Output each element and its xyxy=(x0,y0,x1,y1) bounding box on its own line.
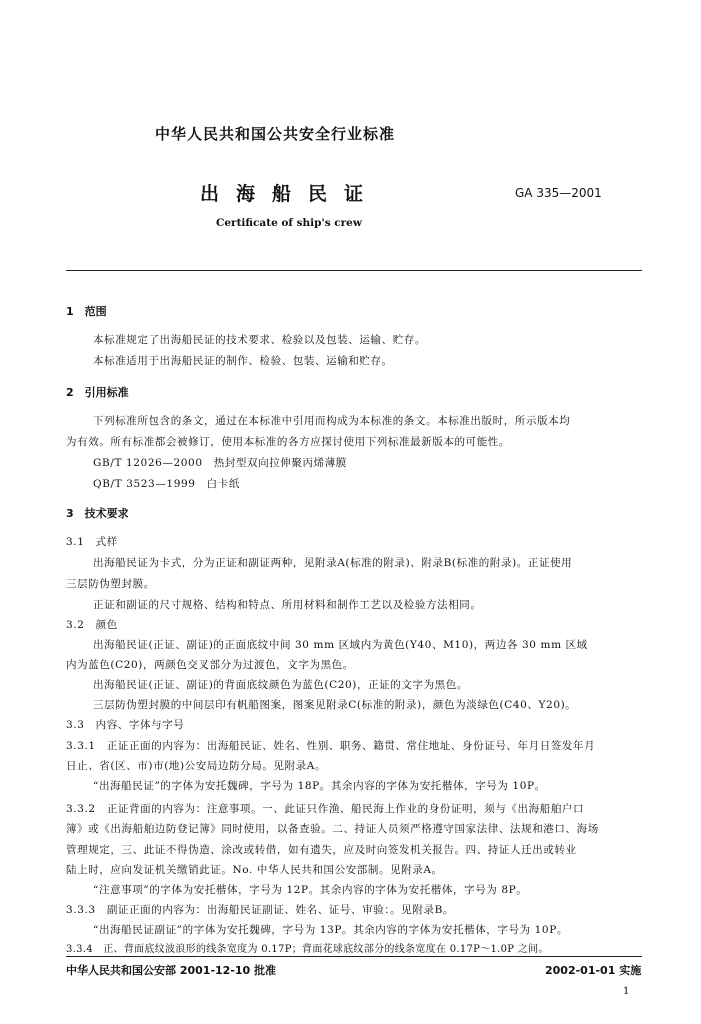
clause-3-3-1-line-1: 3.3.1 正证正面的内容为：出海船民证、姓名、性别、职务、籍贯、常住地址、身份证号、年月日签发年月 xyxy=(66,740,596,752)
section-2-paragraph-line-2: 为有效。所有标准都会被修订，使用本标准的各方应探讨使用下列标准最新版本的可能性。 xyxy=(66,436,510,448)
clause-3-3-1-font-note: “出海船民证”的字体为安托魏碑，字号为 18P。其余内容的字体为安托楷体，字号为 10P。 xyxy=(93,780,546,792)
clause-3-3-3-font-note: “出海船民证副证”的字体为安托魏碑，字号为 13P。其余内容的字体为安托楷体，字号为 10P。 xyxy=(93,924,568,936)
clause-3-3-3-line-1: 3.3.3 副证正面的内容为：出海船民证副证、姓名、证号、审验：。见附录B。 xyxy=(66,904,454,916)
section-3-heading: 3 技术要求 xyxy=(66,507,129,520)
section-3-1-paragraph-line-1: 出海船民证为卡式，分为正证和副证两种，见附录A(标准的附录)、附录B(标准的附录)。正证使用 xyxy=(93,557,573,569)
section-1-paragraph-2: 本标准适用于出海船民证的制作、检验、包装、运输和贮存。 xyxy=(93,355,393,367)
section-2-heading: 2 引用标准 xyxy=(66,386,129,399)
section-3-2-paragraph-line-2: 内为蓝色(C20)，两颜色交叉部分为过渡色，文字为黑色。 xyxy=(66,659,354,671)
page-number: 1 xyxy=(623,986,630,997)
section-1-heading: 1 范围 xyxy=(66,305,107,318)
section-3-2-paragraph-2: 出海船民证(正证、副证)的背面底纹颜色为蓝色(C20)，正证的文字为黑色。 xyxy=(93,679,468,691)
clause-3-3-2-font-note: “注意事项”的字体为安托楷体，字号为 12P。其余内容的字体为安托楷体，字号为 8P。 xyxy=(93,884,528,896)
clause-3-3-2-line-4: 陆上时，应向发证机关缴销此证。No. 中华人民共和国公安部制。见附录A。 xyxy=(66,864,443,876)
section-2-paragraph-line-1: 下列标准所包含的条文，通过在本标准中引用而构成为本标准的条文。本标准出版时，所示版本均 xyxy=(93,415,571,427)
section-3-2-paragraph-line-1: 出海船民证(正证、副证)的正面底纹中间 30 mm 区域内为黄色(Y40、M10)，两边各 30 mm 区域 xyxy=(93,639,588,651)
clause-3-3-4-line-1: 3.3.4 正、背面底纹波浪形的线条宽度为 0.17P；背面花球底纹部分的线条宽度在 0.17P～1.0P 之间。 xyxy=(66,944,549,955)
header-divider xyxy=(66,270,642,271)
issuing-organization: 中华人民共和国公共安全行业标准 xyxy=(155,125,396,143)
reference-standard-2: QB/T 3523—1999 白卡纸 xyxy=(93,478,240,490)
section-1-paragraph-1: 本标准规定了出海船民证的技术要求、检验以及包装、运输、贮存。 xyxy=(93,334,426,346)
english-subtitle: Certificate of ship's crew xyxy=(216,217,362,229)
implementation-date: 2002-01-01 实施 xyxy=(545,964,642,977)
clause-3-3-2-line-2: 簿》或《出海船舶边防登记簿》同时使用，以备查验。二、持证人员须严格遵守国家法律、法规和港口、海场 xyxy=(66,823,599,835)
clause-3-3-1-line-2: 日止、省(区、市)市(地)公安局边防分局。见附录A。 xyxy=(66,760,327,772)
reference-standard-1: GB/T 12026—2000 热封型双向拉伸聚丙烯薄膜 xyxy=(93,457,347,469)
clause-3-3-2-line-3: 管理规定，三、此证不得伪造、涂改或转借，如有遗失，应及时向签发机关报告。四、持证人迁出或转业 xyxy=(66,844,577,856)
clause-3-3-2-line-1: 3.3.2 正证背面的内容为：注意事项。一、此证只作渔、船民海上作业的身份证明，须与《出海船舶户口 xyxy=(66,803,585,815)
section-3-2-paragraph-3: 三层防伪塑封膜的中间层印有帆船图案，图案见附录C(标准的附录)，颜色为淡绿色(C40、Y20)。 xyxy=(93,699,577,711)
approval-statement: 中华人民共和国公安部 2001-12-10 批准 xyxy=(66,964,277,977)
standard-title: 出海船民证 xyxy=(200,183,381,205)
section-3-3-heading: 3.3 内容、字体与字号 xyxy=(66,719,185,731)
standard-code: GA 335—2001 xyxy=(515,186,602,200)
section-3-2-heading: 3.2 颜色 xyxy=(66,619,118,631)
section-3-1-heading: 3.1 式样 xyxy=(66,536,118,548)
footer-divider xyxy=(66,956,642,957)
section-3-1-paragraph-2: 正证和副证的尺寸规格、结构和特点、所用材料和制作工艺以及检验方法相同。 xyxy=(93,599,482,611)
section-3-1-paragraph-line-2: 三层防伪塑封膜。 xyxy=(66,578,155,590)
